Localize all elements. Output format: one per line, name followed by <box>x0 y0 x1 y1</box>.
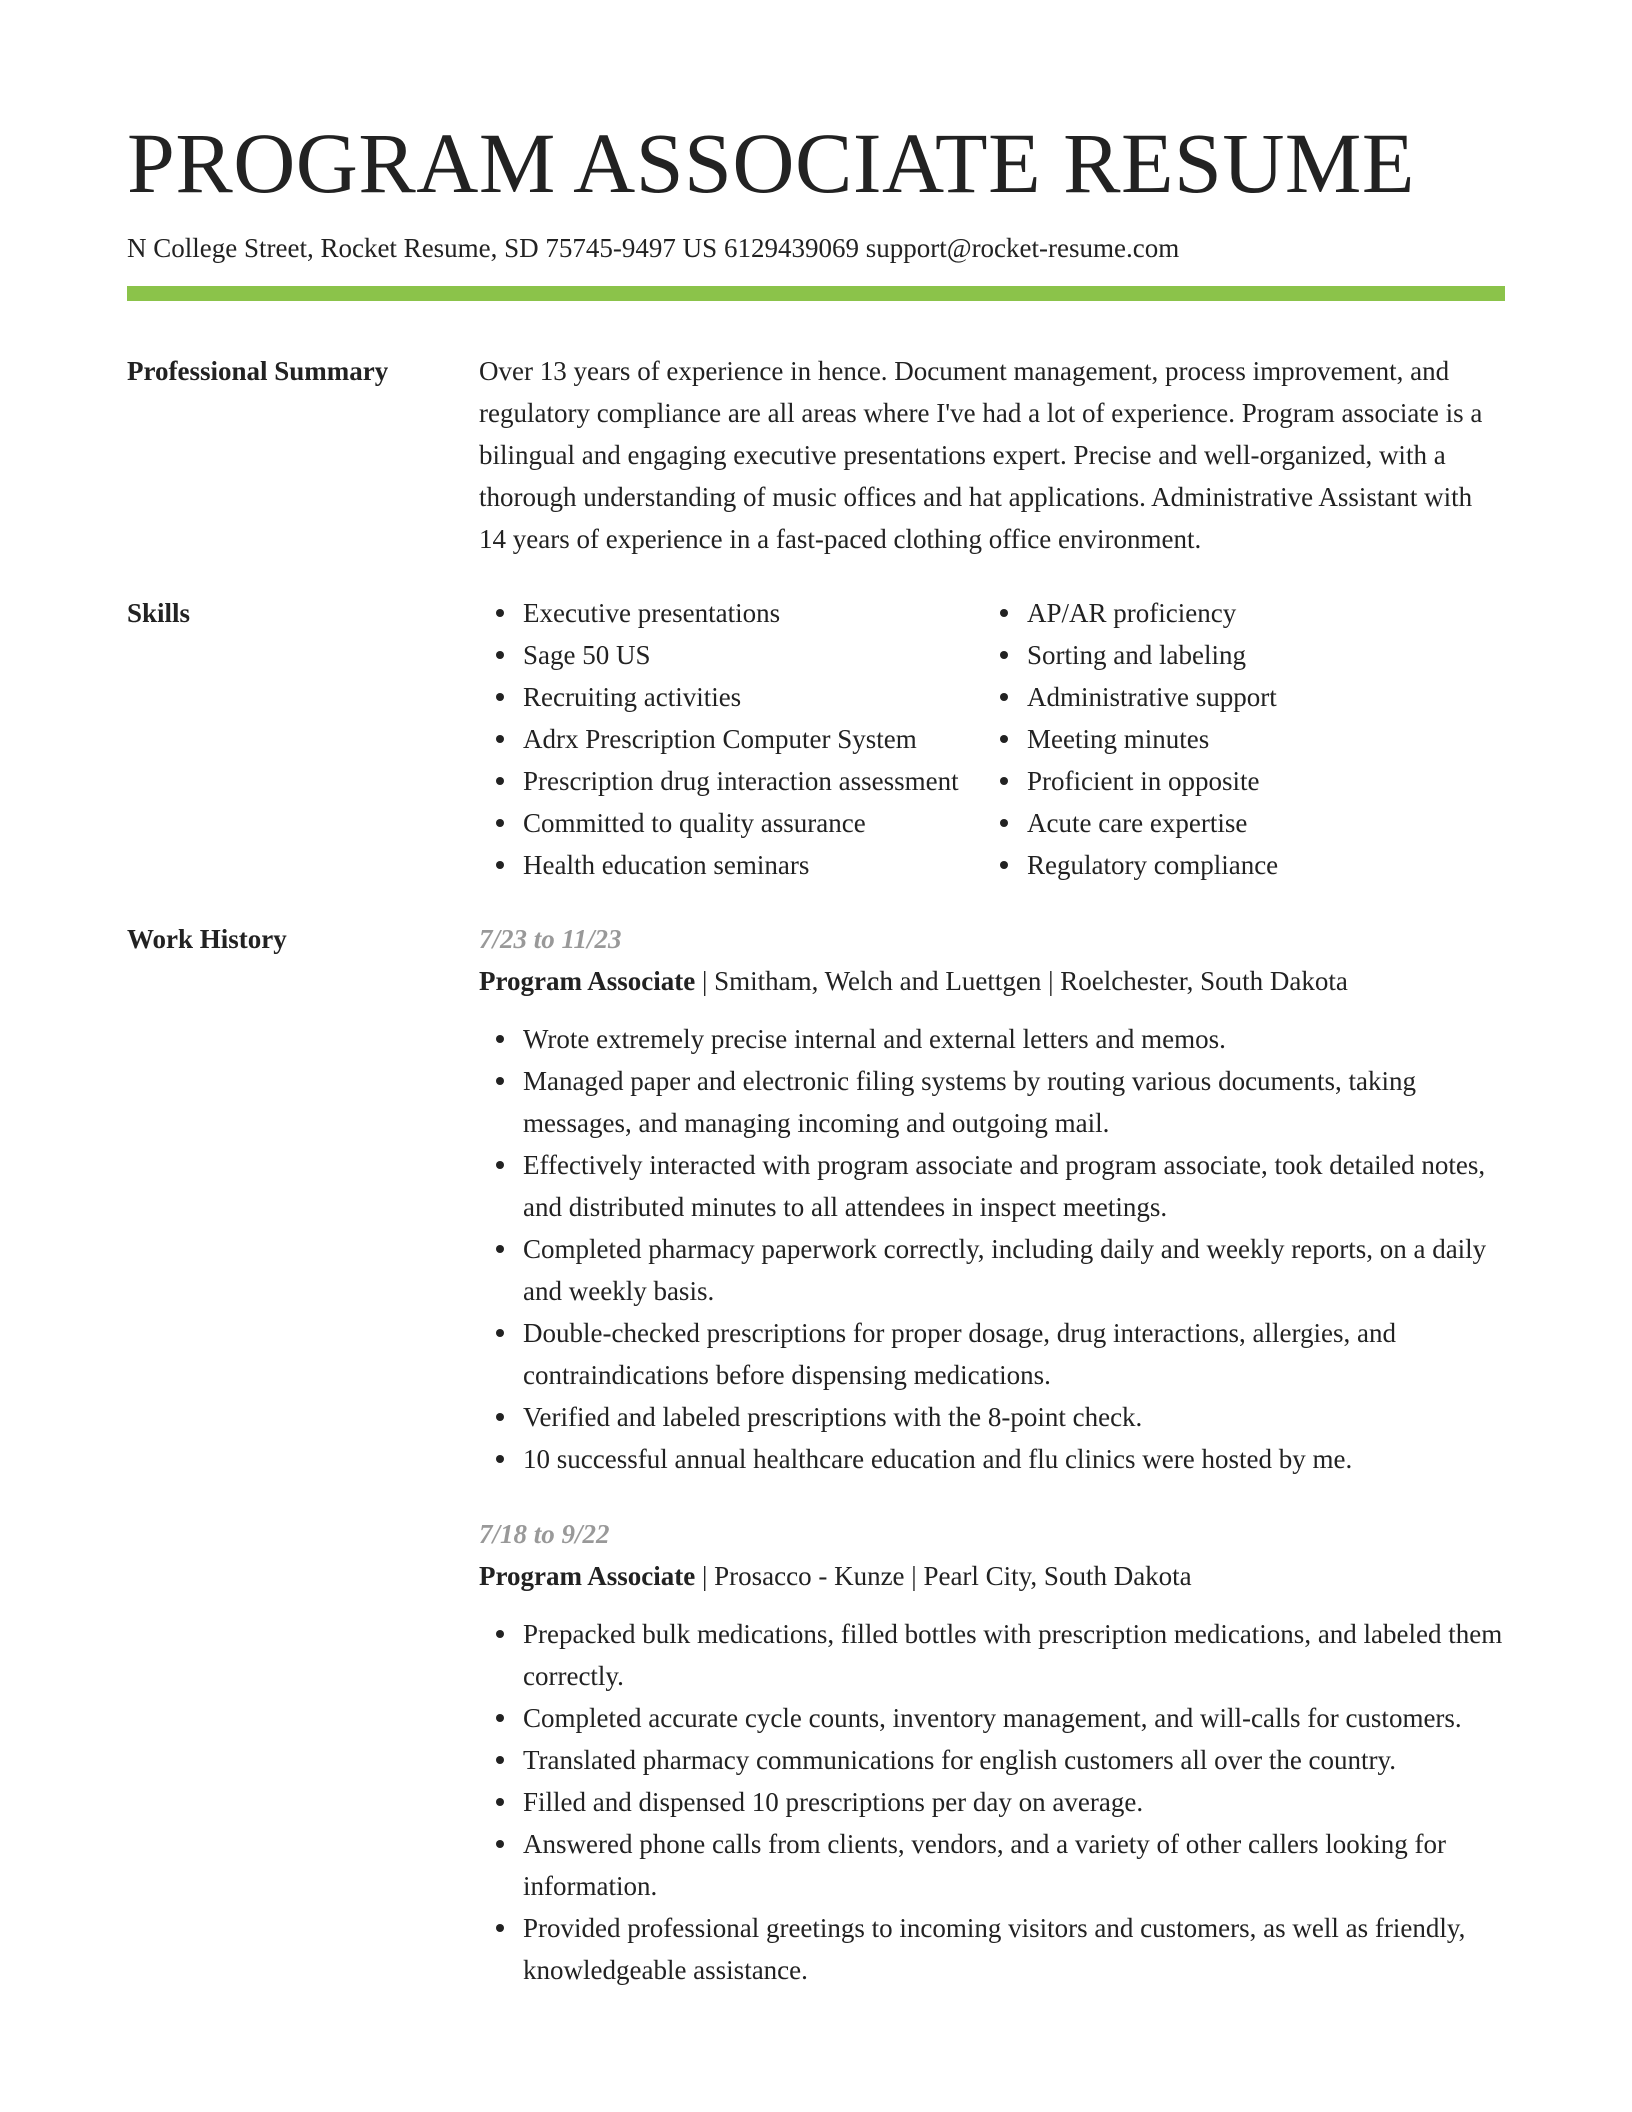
job-title: Program Associate <box>479 1561 696 1592</box>
skill-item: Adrx Prescription Computer System <box>479 718 983 760</box>
job-bullet: Managed paper and electronic filing systems by routing various documents, taking messages, and managing incoming and outgoing mail. <box>479 1060 1505 1144</box>
contact-line <box>127 232 1505 264</box>
work-history-body <box>479 918 1505 1991</box>
job-dates: 7/18 to 9/22 <box>479 1519 610 1550</box>
skill-item: Sage 50 US <box>479 634 983 676</box>
skill-item: Committed to quality assurance <box>479 802 983 844</box>
job-bullet: Verified and labeled prescriptions with the 8-point check. <box>479 1396 1505 1438</box>
skill-item: Meeting minutes <box>983 718 1278 760</box>
job-entry <box>479 918 1505 1480</box>
job-bullet: Provided professional greetings to incoming visitors and customers, as well as friendly, knowledgeable assistance. <box>479 1907 1505 1991</box>
skills-heading: Skills <box>127 598 191 629</box>
job-title: Program Associate <box>479 966 696 997</box>
job-bullet: Completed accurate cycle counts, inventory management, and will-calls for customers. <box>479 1697 1505 1739</box>
summary-text: Over 13 years of experience in hence. Document management, process improvement, and regulatory compliance are all areas where I've had a lot of experience. Program associate is a bilingual and engaging executive presentations expert. Precise and well-organized, with a thorough understanding of music offices and hat applications. Administrative Assistant with 14 years of experience in a fast-paced clothing office environment. <box>479 356 1483 555</box>
job-details: | Smitham, Welch and Luettgen | Roelchester, South Dakota <box>695 966 1348 997</box>
skill-item: Executive presentations <box>479 592 983 634</box>
job-heading <box>479 1555 1505 1597</box>
summary-section <box>127 350 1505 560</box>
skill-item: Acute care expertise <box>983 802 1278 844</box>
work-history-section <box>127 918 1505 1991</box>
job-bullets <box>479 1613 1505 1991</box>
skill-item: AP/AR proficiency <box>983 592 1278 634</box>
job-bullet: Completed pharmacy paperwork correctly, including daily and weekly reports, on a daily and weekly basis. <box>479 1228 1505 1312</box>
contact-address: N College Street, Rocket Resume, SD 75745-9497 US <box>127 233 718 263</box>
work-history-heading: Work History <box>127 924 287 955</box>
skill-item: Recruiting activities <box>479 676 983 718</box>
job-details: | Prosacco - Kunze | Pearl City, South Dakota <box>695 1561 1192 1592</box>
header-divider <box>127 286 1505 301</box>
skill-item: Health education seminars <box>479 844 983 886</box>
skills-list-right <box>983 592 1278 886</box>
job-bullet: Answered phone calls from clients, vendors, and a variety of other callers looking for information. <box>479 1823 1505 1907</box>
job-bullets <box>479 1018 1505 1480</box>
skill-item: Proficient in opposite <box>983 760 1278 802</box>
contact-email: support@rocket-resume.com <box>865 233 1180 263</box>
job-dates: 7/23 to 11/23 <box>479 924 622 955</box>
skills-grid <box>479 592 1505 886</box>
job-bullet: Translated pharmacy communications for english customers all over the country. <box>479 1739 1505 1781</box>
job-bullet: Filled and dispensed 10 prescriptions per day on average. <box>479 1781 1505 1823</box>
skill-item: Regulatory compliance <box>983 844 1278 886</box>
skill-item: Sorting and labeling <box>983 634 1278 676</box>
job-bullet: Double-checked prescriptions for proper dosage, drug interactions, allergies, and contraindications before dispensing medications. <box>479 1312 1505 1396</box>
summary-heading: Professional Summary <box>127 356 389 387</box>
job-bullet: 10 successful annual healthcare education and flu clinics were hosted by me. <box>479 1438 1505 1480</box>
job-entry <box>479 1513 1505 1991</box>
job-bullet: Effectively interacted with program associate and program associate, took detailed notes, and distributed minutes to all attendees in inspect meetings. <box>479 1144 1505 1228</box>
skill-item: Prescription drug interaction assessment <box>479 760 983 802</box>
job-heading <box>479 960 1505 1002</box>
contact-phone: 6129439069 <box>723 233 859 263</box>
job-bullet: Prepacked bulk medications, filled bottles with prescription medications, and labeled them correctly. <box>479 1613 1505 1697</box>
skills-section <box>127 592 1505 886</box>
skill-item: Administrative support <box>983 676 1278 718</box>
resume-title: PROGRAM ASSOCIATE RESUME <box>127 115 1415 211</box>
job-bullet: Wrote extremely precise internal and external letters and memos. <box>479 1018 1505 1060</box>
skills-list-left <box>479 592 983 886</box>
